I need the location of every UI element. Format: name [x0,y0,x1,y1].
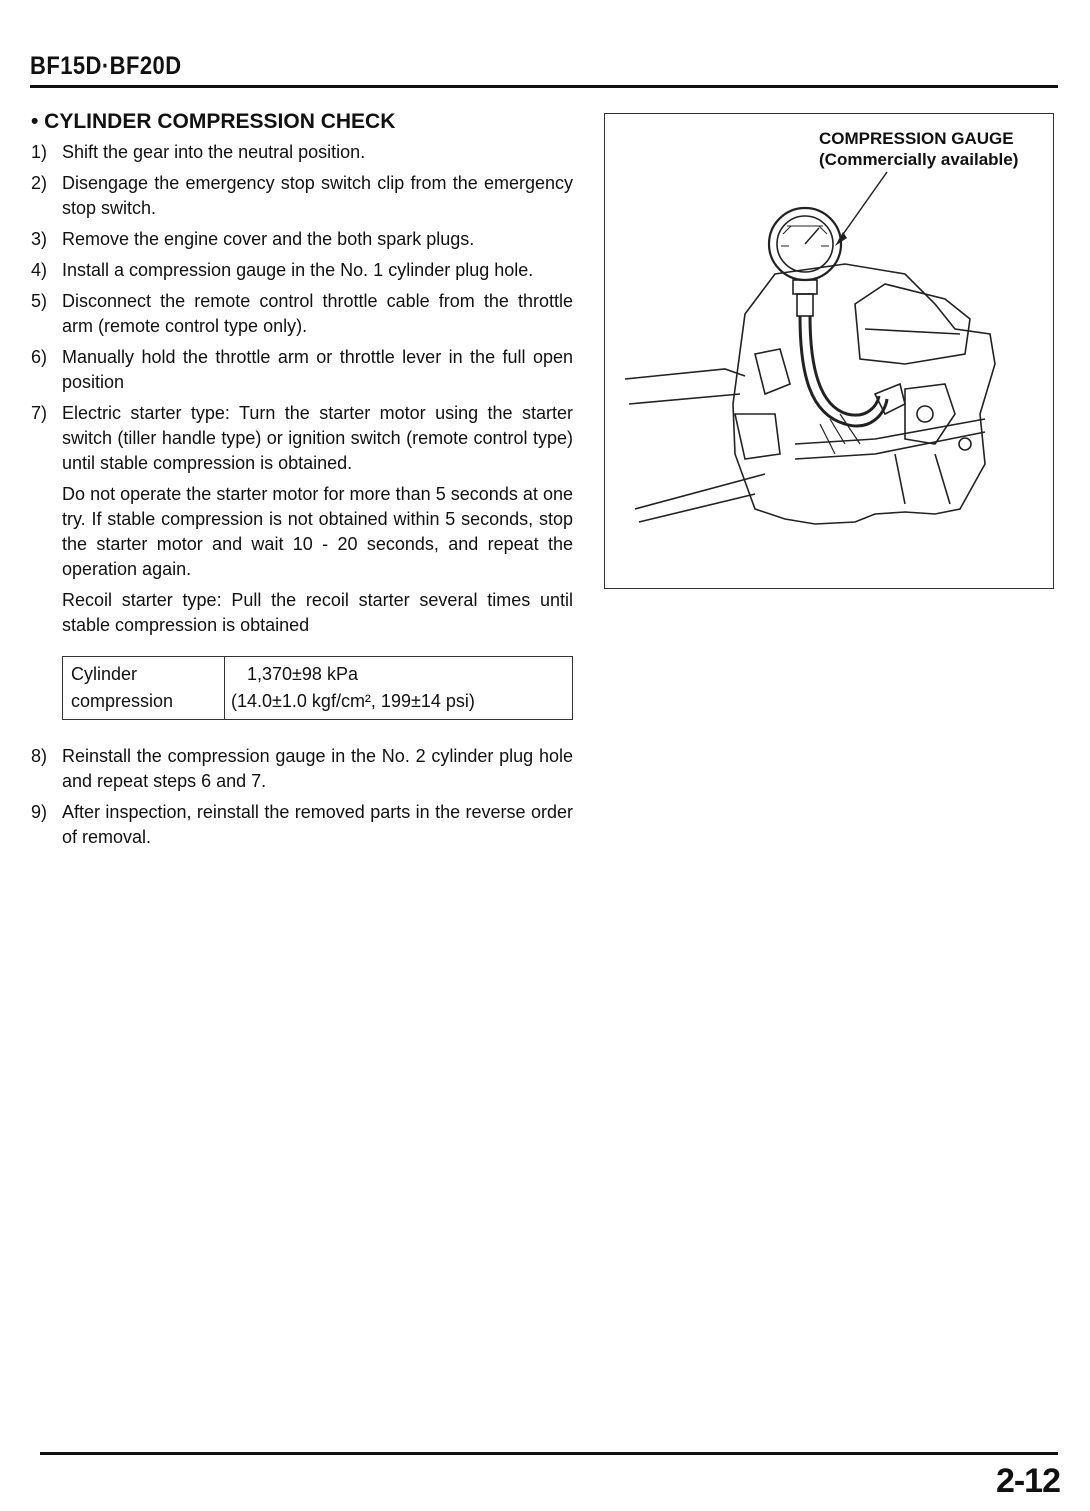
header-rule [30,85,1058,88]
spec-label-line: Cylinder [71,664,138,684]
step-number: 7) [31,403,48,423]
procedure-step [31,171,573,221]
spec-row [63,657,573,720]
step-text: Electric starter type: Turn the starter motor using the starter switch (tiller handle type) or ignition switch (remote control type) until stable compression is obtained. [62,403,573,473]
spec-label [63,657,225,720]
procedure-step [31,227,573,252]
step-text: Manually hold the throttle arm or throttle lever in the full open position [62,347,573,392]
step-number: 2) [31,173,48,193]
footer-rule [40,1452,1058,1455]
spec-value [225,657,573,720]
step-text: Reinstall the compression gauge in the No. 2 cylinder plug hole and repeat steps 6 and 7. [62,746,573,791]
procedure-step [31,800,573,850]
procedure-step [31,744,573,794]
procedure-step [31,345,573,395]
recoil-starter-note: Recoil starter type: Pull the recoil starter several times until stable compression is obtained [62,590,573,635]
step-number: 8) [31,746,48,766]
page-number: 2-12 [995,1462,1060,1500]
step-number: 9) [31,802,48,822]
step-text: After inspection, reinstall the removed parts in the reverse order of removal. [62,802,573,847]
procedure-column [31,110,573,856]
compression-gauge-figure [604,113,1054,589]
starter-caution-note: Do not operate the starter motor for more than 5 seconds at one try. If stable compression is not obtained within 5 seconds, stop the starter motor and wait 10 - 20 seconds, and repeat the operation again. [62,484,573,579]
step-number: 3) [31,229,48,249]
procedure-step [31,289,573,339]
step-number: 1) [31,142,48,162]
figure-label-line: COMPRESSION GAUGE [819,129,1014,148]
spec-label-line: compression [71,691,174,711]
manual-model-header: BF15D·BF20D [30,52,182,80]
spec-value-alt-units: (14.0±1.0 kgf/cm², 199±14 psi) [231,691,475,711]
engine-gauge-illustration [605,114,1055,590]
figure-label-line: (Commercially available) [819,150,1019,169]
step-text: Shift the gear into the neutral position. [62,142,366,162]
compression-spec-table [62,656,573,720]
spec-value-kpa: 1,370±98 kPa [247,664,358,684]
step-number: 4) [31,260,48,280]
step-number: 5) [31,291,48,311]
step-number: 6) [31,347,48,367]
step-text: Disengage the emergency stop switch clip from the emergency stop switch. [62,173,573,218]
procedure-step [31,258,573,283]
step-text: Install a compression gauge in the No. 1 cylinder plug hole. [62,260,534,280]
step-text: Disconnect the remote control throttle cable from the throttle arm (remote control type only). [62,291,573,336]
procedure-step [31,401,573,476]
procedure-step [31,140,573,165]
section-title: • CYLINDER COMPRESSION CHECK [31,110,396,133]
step-text: Remove the engine cover and the both spark plugs. [62,229,475,249]
